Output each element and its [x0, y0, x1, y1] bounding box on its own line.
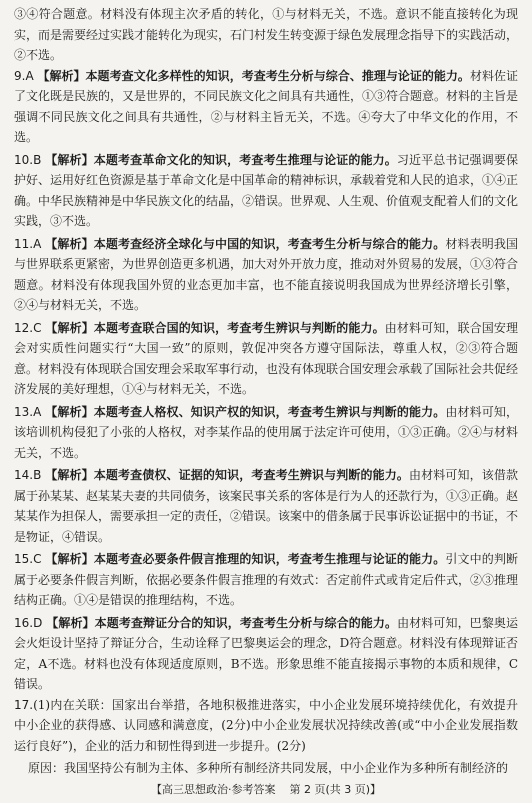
analysis-heading: 【解析】本题考查革命文化的知识，考查考生推理与论证的能力。	[45, 152, 397, 167]
answer-item	[14, 465, 518, 547]
analysis-body: 由材料可知，联合国安理会对实质性问题实行“大国一致”的原则，敦促冲突各方遵守国际法，尊重人权，②③符合题意。材料没有体现联合国安理会采取军事行动，也没有体现联合国安理会承载了国际社会共促经济发展的美好理想，①④与材料无关，不选。	[14, 320, 519, 396]
q17-part1: (1)内在关联：国家出台举措，各地积极推进落实，中小企业发展环境持续优化，有效提升中小企业的获得感、认同感和满意度，(2分)中小企业发展状况持续改善(或“中小企业发展指数运行良好”)，企业的活力和韧性得到进一步提升。(2分)	[14, 697, 518, 753]
answer-item	[14, 402, 518, 464]
footer-page-number: 第 2 页(共 3 页)】	[289, 783, 382, 796]
item-number: 17.	[14, 697, 34, 712]
analysis-body: 材料表明我国与世界联系更紧密，为世界创造更多机遇，加大对外开放力度，推动对外贸易的发展，①③符合题意。材料没有体现我国外贸的业态更加丰富，也不能直接说明我国成为世界经济增长引擎，②④与材料无关，不选。	[14, 236, 519, 312]
item-number: 16.	[14, 615, 34, 630]
item-number: 9.	[14, 68, 26, 83]
answer-item	[14, 66, 518, 148]
answer-letter: B	[33, 468, 42, 482]
analysis-heading: 【解析】本题考查文化多样性的知识，考查考生分析与综合、推理与论证的能力。	[37, 68, 470, 83]
q17-part2: 原因：我国坚持公有制为主体、多种所有制经济共同发展，中小企业作为多种所有制经济的	[28, 761, 509, 775]
answer-letter: A	[25, 68, 34, 83]
answer-letter: A	[33, 236, 42, 251]
analysis-heading: 【解析】本题考查辩证分合的知识，考查考生分析与综合的能力。	[46, 615, 398, 630]
item-number: 11.	[14, 236, 34, 251]
answer-letter: C	[33, 552, 42, 566]
page-footer	[0, 781, 532, 797]
answer-letter: B	[33, 152, 42, 167]
footer-title: 【高三思想政治·参考答案	[150, 783, 276, 796]
answer-letter: C	[33, 320, 42, 335]
item-number: 10.	[14, 152, 34, 167]
answer-item	[14, 613, 518, 695]
item-number: 15.	[14, 552, 34, 566]
analysis-body: 材料佐证了文化既是民族的，又是世界的，不同民族文化之间具有共通性，①③符合题意。材料的主旨是强调不同民族文化之间具有共通性，②与材料主旨无关，不选。④夸大了中华文化的作用，不选。	[14, 68, 519, 144]
answer-item	[14, 318, 518, 400]
answer-item	[14, 150, 518, 232]
analysis-body: 由材料可知，该培训机构侵犯了小张的人格权，对李某作品的使用属于法定许可使用，①③正确。②④与材料无关，不选。	[14, 404, 519, 460]
answer-item	[14, 234, 518, 316]
answer-letter: A	[33, 404, 42, 419]
analysis-heading: 【解析】本题考查必要条件假言推理的知识，考查考生推理与论证的能力。	[45, 552, 446, 566]
answer-item	[14, 549, 518, 611]
item-number: 12.	[14, 320, 34, 335]
q17-part2-paragraph	[14, 758, 518, 779]
analysis-body: 习近平总书记强调要保护好、运用好红色资源是基于革命文化是中国革命的精神标识，承载着党和人民的追求，①④正确。中华民族精神是中华民族文化的结晶，②错误。世界观、人生观、价值观支配着人们的文化实践，③不选。	[14, 152, 519, 228]
analysis-heading: 【解析】本题考查联合国的知识，考查考生辨识与判断的能力。	[45, 320, 385, 335]
item-number: 13.	[14, 404, 34, 419]
analysis-body: 引文中的判断属于必要条件假言判断，依据必要条件假言推理的有效式：否定前件式或肯定后件式，②③推理结构正确。①④是错误的推理结构，不选。	[14, 552, 519, 607]
answer-list	[14, 66, 518, 695]
continuation-text: ③④符合题意。材料没有体现主次矛盾的转化，①与材料无关，不选。意识不能直接转化为现实，而是需要经过实践才能转化为现实，石门村发生转变源于绿色发展理念指导下的实践活动，②不选。	[14, 7, 519, 62]
analysis-body: 由材料可知，巴黎奥运会火炬设计坚持了辩证分合，生动诠释了巴黎奥运会的理念，D符合题意。材料没有体现辩证否定，A不选。材料也没有体现适度原则，B不选。形象思维不能直接揭示事物的本质和规律，C错误。	[14, 615, 518, 691]
answer-content	[14, 4, 518, 779]
answer-letter: D	[33, 615, 43, 630]
analysis-body: 由材料可知，该借款属于孙某某、赵某某夫妻的共同债务，该案民事关系的客体是行为人的还款行为，①③正确。赵某某作为担保人，需要承担一定的责任，②错误。该案中的借条属于民事诉讼证据中的书证，不是物证，④错误。	[14, 468, 519, 544]
analysis-heading: 【解析】本题考查人格权、知识产权的知识，考查考生辨识与判断的能力。	[45, 404, 446, 419]
answer-item-17	[14, 695, 518, 757]
analysis-heading: 【解析】本题考查经济全球化与中国的知识，考查考生分析与综合的能力。	[45, 236, 446, 251]
item-number: 14.	[14, 468, 34, 482]
analysis-heading: 【解析】本题考查债权、证据的知识，考查考生辨识与判断的能力。	[45, 468, 409, 482]
